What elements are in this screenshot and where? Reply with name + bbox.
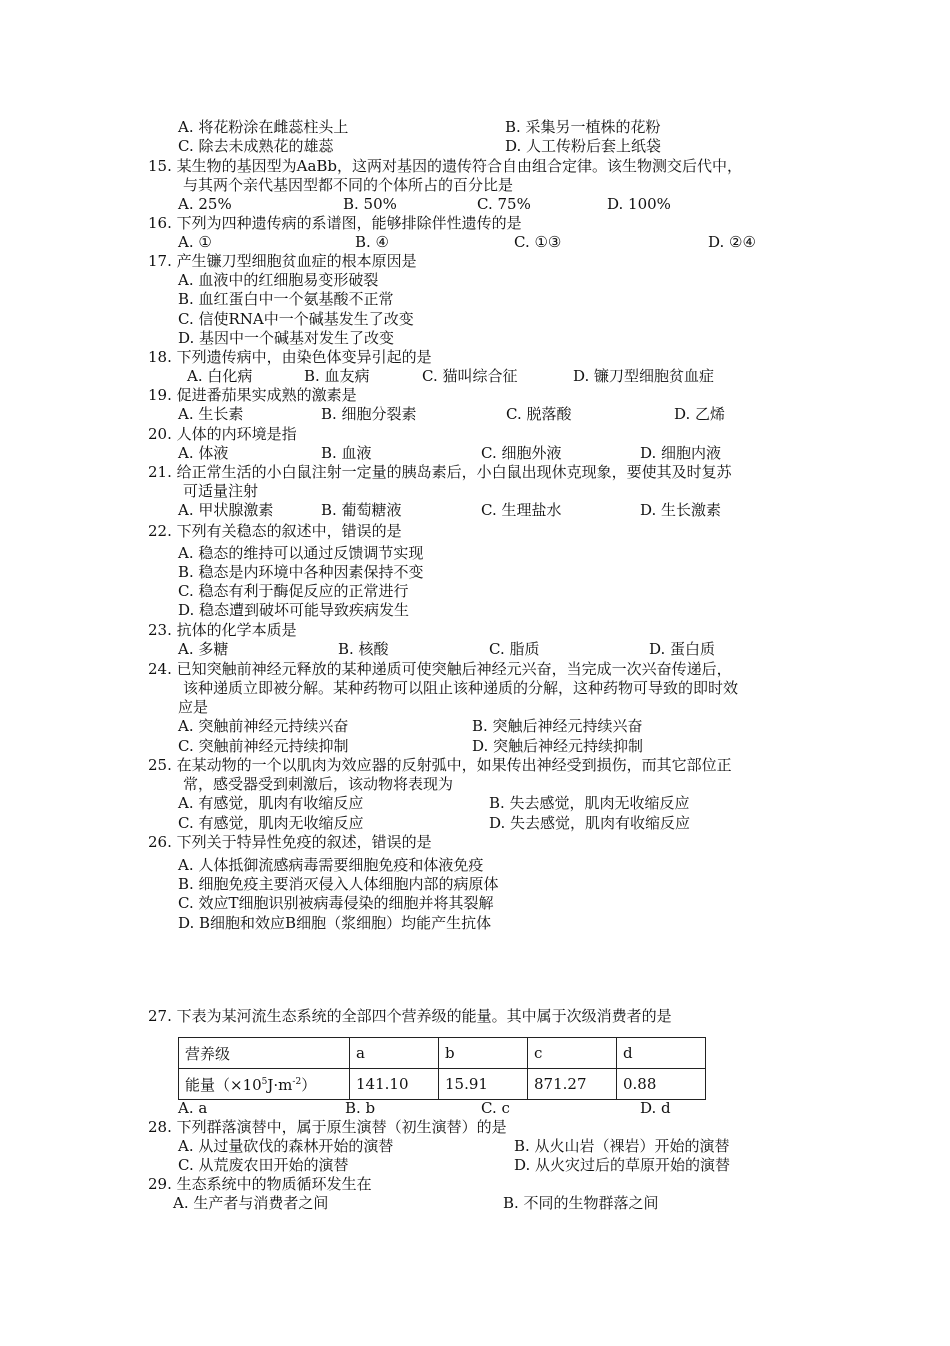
q15-stem-line1: 15. 某生物的基因型为AaBb，这两对基因的遗传符合自由组合定律。该生物测交后代中， [148,157,743,175]
q22-option-c: C. 稳态有利于酶促反应的正常进行 [178,582,409,600]
table-cell: 141.10 [350,1069,439,1100]
table-cell: d [617,1038,706,1069]
q21-stem-line2: 可适量注射 [183,482,259,500]
q23-option-a: A. 多糖 [178,640,229,658]
q19-option-c: C. 脱落酸 [506,405,572,423]
q16-option-d: D. ②④ [708,233,756,251]
q15-option-c: C. 75% [477,195,531,213]
q26-option-c: C. 效应T细胞识别被病毒侵染的细胞并将其裂解 [178,894,494,912]
q15-option-d: D. 100% [607,195,671,213]
q28-option-b: B. 从火山岩（裸岩）开始的演替 [514,1137,730,1155]
q15-stem-line2: 与其两个亲代基因型都不同的个体所占的百分比是 [183,176,514,194]
q26-stem: 26. 下列关于特异性免疫的叙述，错误的是 [148,833,432,851]
q21-option-b: B. 葡萄糖液 [321,501,402,519]
q20-option-d: D. 细胞内液 [640,444,722,462]
q25-option-a: A. 有感觉，肌肉有收缩反应 [178,794,364,812]
q19-option-a: A. 生长素 [178,405,244,423]
q19-stem: 19. 促进番茄果实成熟的激素是 [148,386,357,404]
q14-option-a: A. 将花粉涂在雌蕊柱头上 [178,118,349,136]
q24-option-a: A. 突触前神经元持续兴奋 [178,717,349,735]
q24-stem-line3: 应是 [178,698,209,716]
q23-option-d: D. 蛋白质 [649,640,716,658]
q15-option-a: A. 25% [178,195,232,213]
q27-option-d: D. d [640,1099,671,1117]
table-energy-label: 能量$(\times 10^5J\cdot m^{-2})$ [179,1069,350,1100]
q18-stem: 18. 下列遗传病中，由染色体变异引起的是 [148,348,432,366]
q27-stem: 27. 下表为某河流生态系统的全部四个营养级的能量。其中属于次级消费者的是 [148,1007,672,1025]
q25-option-b: B. 失去感觉，肌肉无收缩反应 [489,794,690,812]
q17-option-b: B. 血红蛋白中一个氨基酸不正常 [178,290,394,308]
q25-option-d: D. 失去感觉，肌肉有收缩反应 [489,814,691,832]
table-cell: a [350,1038,439,1069]
q20-stem: 20. 人体的内环境是指 [148,425,297,443]
q14-option-c: C. 除去未成熟花的雄蕊 [178,137,334,155]
q21-option-d: D. 生长激素 [640,501,722,519]
q28-option-a: A. 从过量砍伐的森林开始的演替 [178,1137,394,1155]
table-row [179,1069,706,1100]
table-cell: 15.91 [439,1069,528,1100]
q26-option-a: A. 人体抵御流感病毒需要细胞免疫和体液免疫 [178,856,484,874]
q14-option-b: B. 采集另一植株的花粉 [505,118,661,136]
table-cell: 0.88 [617,1069,706,1100]
energy-table [178,1037,706,1100]
q18-option-a: A. 白化病 [187,367,253,385]
table-cell: 871.27 [528,1069,617,1100]
q24-stem-line2: 该种递质立即被分解。某种药物可以阻止该种递质的分解，这种药物可导致的即时效 [183,679,739,697]
table-cell: c [528,1038,617,1069]
q25-stem-line1: 25. 在某动物的一个以肌肉为效应器的反射弧中，如果传出神经受到损伤，而其它部位正 [148,756,732,774]
q15-option-b: B. 50% [343,195,397,213]
q22-stem: 22. 下列有关稳态的叙述中，错误的是 [148,522,402,540]
q22-option-b: B. 稳态是内环境中各种因素保持不变 [178,563,424,581]
q27-option-c: C. c [481,1099,510,1117]
q20-option-b: B. 血液 [321,444,372,462]
q17-stem: 17. 产生镰刀型细胞贫血症的根本原因是 [148,252,417,270]
q14-option-d: D. 人工传粉后套上纸袋 [505,137,662,155]
q18-option-d: D. 镰刀型细胞贫血症 [573,367,715,385]
q17-option-d: D. 基因中一个碱基对发生了改变 [178,329,395,347]
q25-stem-line2: 常，感受器受到刺激后，该动物将表现为 [183,775,454,793]
q26-option-d: D. B细胞和效应B细胞（浆细胞）均能产生抗体 [178,914,492,932]
q16-option-c: C. ①③ [514,233,562,251]
q21-option-a: A. 甲状腺激素 [178,501,274,519]
q21-option-c: C. 生理盐水 [481,501,562,519]
table-row [179,1038,706,1069]
q29-stem: 29. 生态系统中的物质循环发生在 [148,1175,372,1193]
q24-option-d: D. 突触后神经元持续抑制 [472,737,644,755]
q16-option-b: B. ④ [355,233,390,251]
q27-option-a: A. a [178,1099,208,1117]
q22-option-d: D. 稳态遭到破坏可能导致疾病发生 [178,601,410,619]
q24-stem-line1: 24. 已知突触前神经元释放的某种递质可使突触后神经元兴奋，当完成一次兴奋传递后， [148,660,732,678]
q28-stem: 28. 下列群落演替中，属于原生演替（初生演替）的是 [148,1118,507,1136]
q20-option-a: A. 体液 [178,444,229,462]
q18-option-b: B. 血友病 [304,367,370,385]
q21-stem-line1: 21. 给正常生活的小白鼠注射一定量的胰岛素后，小白鼠出现休克现象，要使其及时复苏 [148,463,732,481]
q19-option-b: B. 细胞分裂素 [321,405,417,423]
q25-option-c: C. 有感觉，肌肉无收缩反应 [178,814,364,832]
q19-option-d: D. 乙烯 [674,405,726,423]
q18-option-c: C. 猫叫综合征 [422,367,518,385]
q26-option-b: B. 细胞免疫主要消灭侵入人体细胞内部的病原体 [178,875,499,893]
q20-option-c: C. 细胞外液 [481,444,562,462]
table-cell: b [439,1038,528,1069]
q23-option-c: C. 脂质 [489,640,540,658]
q24-option-b: B. 突触后神经元持续兴奋 [472,717,643,735]
q27-option-b: B. b [345,1099,376,1117]
q24-option-c: C. 突触前神经元持续抑制 [178,737,349,755]
q17-option-a: A. 血液中的红细胞易变形破裂 [178,271,379,289]
table-header-cell: 营养级 [179,1038,350,1069]
q29-option-a: A. 生产者与消费者之间 [173,1194,329,1212]
q28-option-c: C. 从荒废农田开始的演替 [178,1156,349,1174]
q29-option-b: B. 不同的生物群落之间 [503,1194,659,1212]
q17-option-c: C. 信使RNA中一个碱基发生了改变 [178,310,414,328]
q28-option-d: D. 从火灾过后的草原开始的演替 [514,1156,731,1174]
q16-stem: 16. 下列为四种遗传病的系谱图，能够排除伴性遗传的是 [148,214,522,232]
q23-stem: 23. 抗体的化学本质是 [148,621,297,639]
q23-option-b: B. 核酸 [338,640,389,658]
q22-option-a: A. 稳态的维持可以通过反馈调节实现 [178,544,424,562]
q16-option-a: A. ① [178,233,212,251]
